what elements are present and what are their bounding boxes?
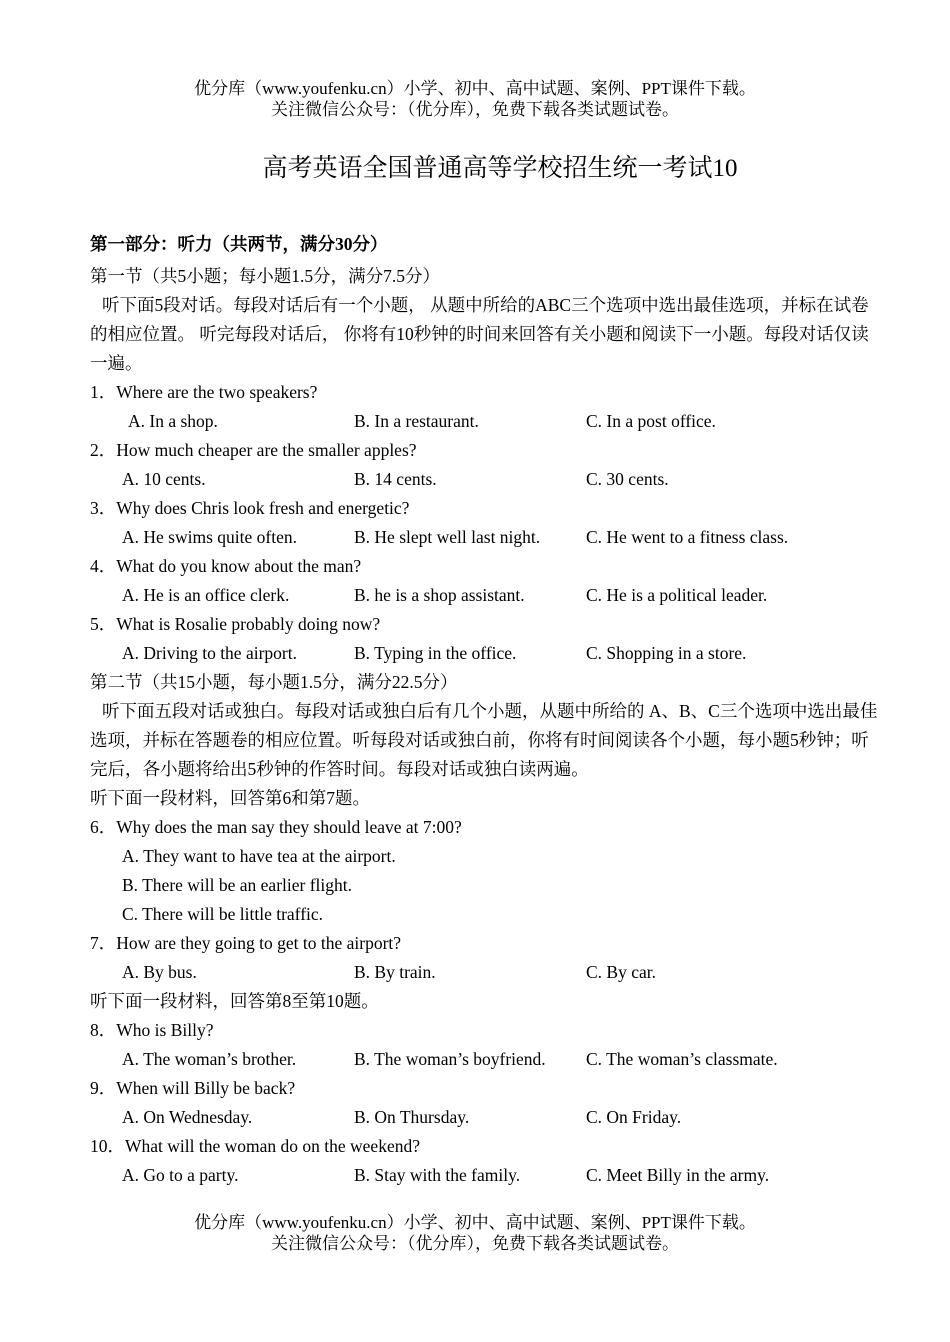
- option-b: B. In a restaurant.: [354, 411, 479, 431]
- option-b: B. The woman’s boyfriend.: [354, 1049, 546, 1069]
- option-b: B. On Thursday.: [354, 1107, 470, 1127]
- option-a: A. 10 cents.: [122, 469, 206, 489]
- question-number: 5．: [90, 614, 117, 634]
- question-text: Where are the two speakers?: [116, 382, 318, 402]
- option-a: A. He is an office clerk.: [122, 585, 290, 605]
- section1-instructions: 听下面5段对话。每段对话后有一个小题， 从题中所给的ABC三个选项中选出最佳选项，并标在试卷的相应位置。 听完每段对话后， 你将有10秒钟的时间来回答有关小题和阅读下一小题。每段对话仅读一遍。: [90, 295, 869, 373]
- option-b: B. He slept well last night.: [354, 527, 541, 547]
- option-b: B. he is a shop assistant.: [354, 585, 525, 605]
- question-text: What is Rosalie probably doing now?: [116, 614, 381, 634]
- option-c: C. He is a political leader.: [586, 585, 768, 605]
- section2-instructions: 听下面五段对话或独白。每段对话或独白后有几个小题，从题中所给的 A、B、C三个选项中选出最佳选项，并标在答题卷的相应位置。听每段对话或独白前，你将有时间阅读各个小题，每小题5秒钟；听完后，各小题将给出5秒钟的作答时间。每段对话或独白读两遍。: [90, 701, 878, 779]
- question-number: 8．: [90, 1020, 117, 1040]
- option-c: C. On Friday.: [586, 1107, 682, 1127]
- question-text: What will the woman do on the weekend?: [125, 1136, 420, 1156]
- question-8-options: [90, 1045, 880, 1074]
- question-4: [90, 552, 880, 581]
- option-a: A. They want to have tea at the airport.: [122, 846, 396, 866]
- option-c: C. By car.: [586, 962, 656, 982]
- footer-line-1: 优分库（www.youfenku.cn）小学、初中、高中试题、案例、PPT课件下载。: [194, 1213, 756, 1232]
- option-a: A. He swims quite often.: [122, 527, 297, 547]
- page-title: 高考英语全国普通高等学校招生统一考试10: [262, 155, 738, 182]
- option-a: A. Go to a party.: [122, 1165, 239, 1185]
- question-text: When will Billy be back?: [116, 1078, 296, 1098]
- option-a: A. By bus.: [122, 962, 197, 982]
- question-4-options: [90, 581, 880, 610]
- option-b: B. By train.: [354, 962, 436, 982]
- question-text: How much cheaper are the smaller apples?: [116, 440, 417, 460]
- question-8: [90, 1016, 880, 1045]
- question-text: Why does the man say they should leave at 7:00?: [116, 817, 462, 837]
- header-line-1: 优分库（www.youfenku.cn）小学、初中、高中试题、案例、PPT课件下载。: [194, 79, 756, 98]
- question-2: [90, 436, 880, 465]
- section2-heading: 第二节（共15小题，每小题1.5分，满分22.5分）: [90, 672, 458, 692]
- option-c: C. There will be little traffic.: [122, 904, 324, 924]
- option-b: B. 14 cents.: [354, 469, 437, 489]
- question-2-options: [90, 465, 880, 494]
- option-c: C. 30 cents.: [586, 469, 669, 489]
- option-a: A. On Wednesday.: [122, 1107, 253, 1127]
- exam-content: [90, 230, 880, 1190]
- question-1: [90, 378, 880, 407]
- question-6: [90, 813, 880, 842]
- question-number: 6．: [90, 817, 117, 837]
- option-c: C. The woman’s classmate.: [586, 1049, 778, 1069]
- header-line-2: 关注微信公众号：（优分库），免费下载各类试题试卷。: [271, 100, 679, 119]
- option-b: B. There will be an earlier flight.: [122, 875, 353, 895]
- question-text: What do you know about the man?: [116, 556, 362, 576]
- page-header: [0, 78, 950, 120]
- question-5-options: [90, 639, 880, 668]
- section1-heading: 第一节（共5小题；每小题1.5分，满分7.5分）: [90, 266, 440, 286]
- question-1-options: [90, 407, 880, 436]
- question-number: 7．: [90, 933, 117, 953]
- question-3-options: [90, 523, 880, 552]
- option-a: A. In a shop.: [128, 411, 218, 431]
- option-a: A. The woman’s brother.: [122, 1049, 297, 1069]
- question-number: 10．: [90, 1136, 125, 1156]
- question-5: [90, 610, 880, 639]
- question-number: 2．: [90, 440, 117, 460]
- part1-heading: 第一部分：听力（共两节，满分30分）: [90, 234, 388, 254]
- option-a: A. Driving to the airport.: [122, 643, 297, 663]
- group-8-10-intro: 听下面一段材料，回答第8至第10题。: [90, 991, 379, 1011]
- option-b: B. Stay with the family.: [354, 1165, 521, 1185]
- option-c: C. Shopping in a store.: [586, 643, 747, 663]
- page-footer: [0, 1212, 950, 1254]
- group-6-7-intro: 听下面一段材料，回答第6和第7题。: [90, 788, 370, 808]
- option-c: C. In a post office.: [586, 411, 716, 431]
- option-c: C. He went to a fitness class.: [586, 527, 789, 547]
- footer-line-2: 关注微信公众号：（优分库），免费下载各类试题试卷。: [271, 1234, 679, 1253]
- question-number: 9．: [90, 1078, 117, 1098]
- question-3: [90, 494, 880, 523]
- question-number: 3．: [90, 498, 117, 518]
- option-b: B. Typing in the office.: [354, 643, 517, 663]
- question-7-options: [90, 958, 880, 987]
- question-text: Who is Billy?: [116, 1020, 214, 1040]
- question-7: [90, 929, 880, 958]
- question-9: [90, 1074, 880, 1103]
- question-number: 4．: [90, 556, 117, 576]
- question-text: How are they going to get to the airport?: [116, 933, 402, 953]
- question-number: 1．: [90, 382, 117, 402]
- question-text: Why does Chris look fresh and energetic?: [116, 498, 410, 518]
- question-9-options: [90, 1103, 880, 1132]
- question-10: [90, 1132, 880, 1161]
- question-10-options: [90, 1161, 880, 1190]
- option-c: C. Meet Billy in the army.: [586, 1165, 770, 1185]
